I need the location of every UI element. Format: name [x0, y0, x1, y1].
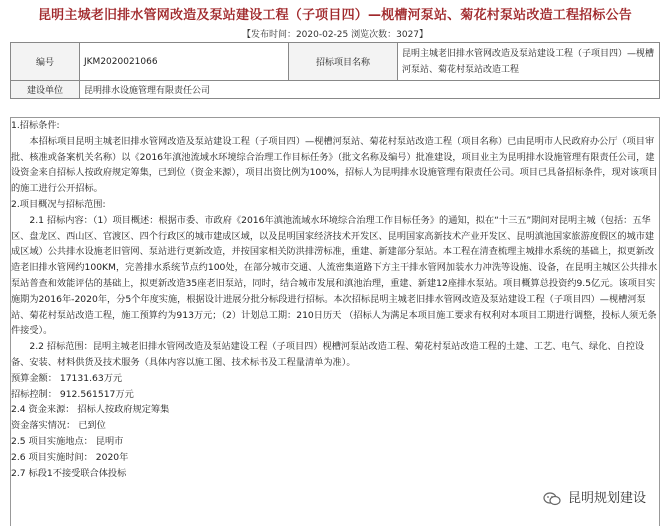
section-2-1-text: 2.1 招标内容：（1）项目概述：根据市委、市政府《2016年滇池流域水环境综合治理工作目标任务》的通知，拟在“十三五”期间对昆明主城（包括：五华区、盘龙区、西山区、官渡区、四个行政区的城市建成区域，以及昆明国家经济技术开发区、昆明国家高新技术产业开发区、昆明滇池国家旅游度假区的城市建成区域）公共排水设施老旧管网、泵站进行更新改造，并按国家相关防洪排涝标准，重建、新建部分泵站。本工程在清查梳理主城排水系统的基础上，拟更新改造老旧排水管网约100KM，完善排水系统节点约100处，在部分城市交通、人流密集道路下方主干排水管网加装水力冲洗等设施、设备，在昆明主城区公共排水泵站普查和效能评估的基础上，拟更新改造35座老旧泵站，同时，结合城市发展和滇池治理，重建、新建12座排水泵站。项目概算总投资约9.5亿元。该项目实施期为2016年-2020年，分5个年度实施，根据设计进展分批分标段进行招标。本次招标昆明主城老旧排水管网改造及泵站建设工程（子项目四）—枧槽河泵站、菊花村泵站改造工程，施工预算约为913万元；（2）计划总工期：210日历天 （招标人为满足本项目施工要求有权利对本项目工期进行调整，投标人须无条件接受）。	[11, 214, 658, 337]
budget-line: 预算金额： 17131.63万元	[11, 372, 123, 384]
watermark-text: 昆明规划建设	[567, 491, 646, 506]
code-value: JKM2020021066	[80, 43, 289, 81]
location-line: 2.5 项目实施地点： 昆明市	[11, 435, 124, 447]
code-label: 编号	[11, 43, 80, 81]
section-2-2-text: 2.2 招标范围：昆明主城老旧排水管网改造及泵站建设工程（子项目四）枧槽河泵站改造工程、菊花村泵站改造工程的土建、工艺、电气、绿化、自控设备、安装、材料供货及技术服务（具体内容以施工图、技术标书及工程量清单为准）。	[11, 341, 645, 368]
fund-source-line: 2.4 资金来源： 招标人按政府规定筹集	[11, 404, 170, 416]
info-row-unit	[11, 81, 660, 99]
info-row-code	[11, 43, 660, 81]
notice-body	[10, 117, 660, 526]
section-1-text: 本招标项目昆明主城老旧排水管网改造及泵站建设工程（子项目四）—枧槽河泵站、菊花村泵站改造工程（项目名称）已由昆明市人民政府办公厅（项目审批、核准或备案机关名称）以《2016年滇池流域水环境综合治理工作目标任务》（批文名称及编号）批准建设，项目业主为昆明排水设施管理有限责任公司，建设资金来自招标人按政府规定筹集，已到位（资金来源），项目出资比例为100%，招标人为昆明排水设施管理有限责任公司。项目已具备招标条件，现对该项目的施工进行公开招标。	[11, 135, 658, 195]
project-label: 招标项目名称	[289, 43, 398, 81]
wechat-icon	[543, 492, 561, 506]
unit-label: 建设单位	[11, 81, 80, 99]
watermark	[539, 486, 650, 507]
fund-status-line: 资金落实情况： 已到位	[11, 420, 106, 432]
section-1-title: 1.招标条件:	[11, 120, 60, 131]
joint-bid-line: 2.7 标段1不接受联合体投标	[11, 467, 127, 479]
info-table	[10, 42, 660, 99]
section-2-title: 2.项目概况与招标范围:	[11, 198, 106, 210]
unit-value: 昆明排水设施管理有限责任公司	[80, 81, 660, 99]
project-value: 昆明主城老旧排水管网改造及泵站建设工程（子项目四）—枧槽河泵站、菊花村泵站改造工程	[398, 43, 660, 81]
schedule-line: 2.6 项目实施时间： 2020年	[11, 451, 129, 463]
publish-meta: 【发布时间：2020-02-25 浏览次数：3027】	[241, 30, 429, 40]
control-price-line: 招标控制： 912.561517万元	[11, 388, 134, 400]
notice-title: 昆明主城老旧排水管网改造及泵站建设工程（子项目四）—枧槽河泵站、菊花村泵站改造工程招标公告	[37, 8, 632, 23]
